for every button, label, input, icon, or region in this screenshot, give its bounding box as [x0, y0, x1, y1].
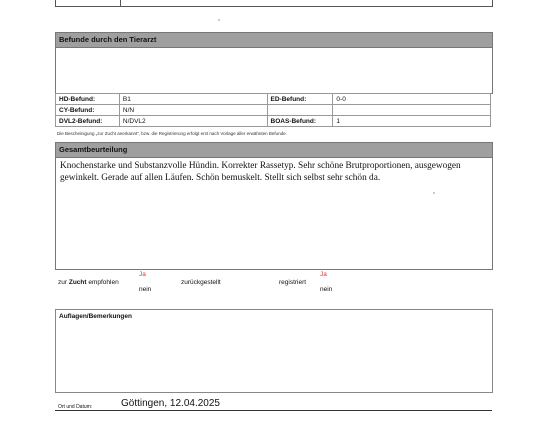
vet-findings-title: Befunde durch den Tierarzt: [56, 33, 492, 48]
registered-ja[interactable]: Ja: [320, 271, 327, 278]
scan-dot: [218, 19, 220, 21]
remarks-title: Auflagen/Bemerkungen: [59, 313, 132, 320]
recommended-suffix: empfohlen: [88, 279, 119, 286]
finding-value: N/DVL2: [119, 116, 267, 127]
place-date-label: Ort und Datum:: [58, 404, 93, 410]
registered-label: registriert: [279, 279, 307, 286]
finding-value: B1: [119, 94, 267, 105]
findings-table: [55, 93, 491, 127]
finding-key: BOAS-Befund:: [267, 116, 333, 127]
finding-key: DVL2-Befund:: [56, 116, 120, 127]
assessment-text: Knochenstarke und Substanzvolle Hündin. Korrekter Rassetyp. Sehr schöne Brutproportionen, ausgewogen gewinkelt. Gerade auf allen Läufen. Schön bemuskelt. Stellt sich selbst sehr schön da.: [60, 161, 461, 183]
finding-key: CY-Befund:: [56, 105, 120, 116]
place-date-value: Göttingen, 12.04.2025: [121, 398, 220, 409]
vet-findings-section: [55, 32, 493, 94]
finding-key: HD-Befund:: [56, 94, 120, 105]
findings-row: [56, 105, 491, 116]
finding-key: ED-Befund:: [267, 94, 333, 105]
row-divider: [120, 0, 121, 6]
findings-row: [56, 94, 491, 105]
behavior-row: [55, 0, 493, 7]
findings-row: [56, 116, 491, 127]
assessment-title: Gesamtbeurteilung: [56, 143, 492, 158]
assessment-section: [55, 142, 493, 270]
remarks-box[interactable]: [55, 309, 493, 393]
finding-value: 0-0: [333, 94, 491, 105]
finding-value: N/N: [119, 105, 267, 116]
finding-key: [267, 105, 333, 116]
recommended-prefix: zur: [58, 279, 68, 286]
recommended-ja[interactable]: Ja: [139, 271, 146, 278]
breeding-recommended-label: [58, 279, 119, 286]
certificate-note: Die Bescheinigung „zur Zucht anerkannt“, bzw. die Registrierung erfolgt erst nach Vorlage aller erwähnten Befunde.: [57, 131, 287, 136]
recommended-nein[interactable]: nein: [139, 286, 152, 293]
registered-nein[interactable]: nein: [320, 286, 333, 293]
scan-dot: [433, 192, 435, 194]
finding-value: 1: [333, 116, 491, 127]
signature-line: [55, 410, 492, 411]
deferred-label[interactable]: zurückgestellt: [181, 279, 221, 286]
finding-value: [333, 105, 491, 116]
recommended-bold: Zucht: [68, 279, 87, 286]
